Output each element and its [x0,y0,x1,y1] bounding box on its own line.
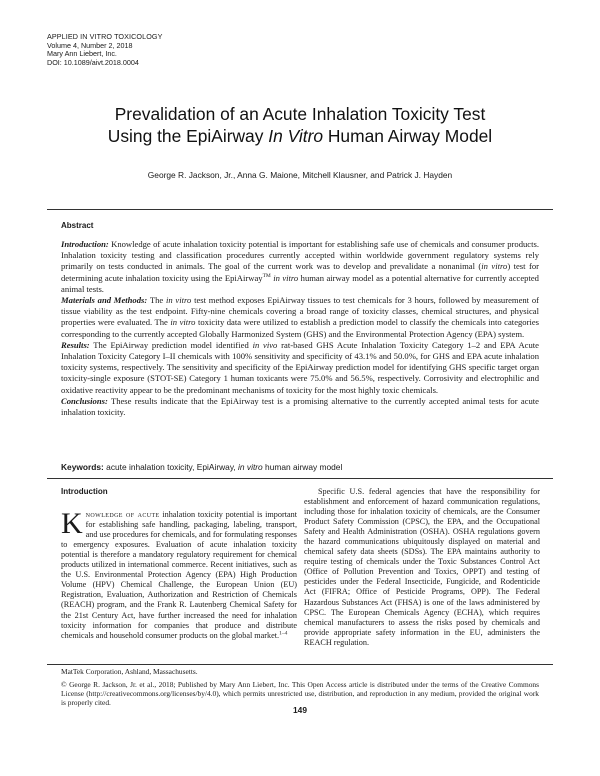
citation-sup: 1–4 [279,629,288,636]
abstract-conclusions-text: These results indicate that the EpiAirway test is a promising alternative to the currently accepted animal tests for acute inhalation toxicity. [61,395,539,418]
right-paragraph: Specific U.S. federal agencies that have the responsibility for establishment and enforcement of hazard communication regulations, including those for inhalation toxicity of chemicals, are the Consumer Product Safety Commission (CPSC), the EPA, and the Occupational Safety and Health Administration (OSHA). OSHA regulations govern the hazard communications ubiquitously displayed on material and chemical safety data sheets (SDSs). The EPA maintains authority to require testing of chemicals under the Toxic Substances Control Act (Office of Pollution Prevention and Toxics, OPPT) and testing of pesticides under the Federal Insecticide, Fungicide, and Rodenticide Act (FIFRA; Office of Pesticide Programs, OPP). The Federal Hazardous Substances Act (FHSA) is one of the laws administered by CPSC. The European Chemicals Agency (ECHA), which requires chemical manufacturers to assess the risks posed by chemicals and provide appropriate safety information in the EU, administers the REACH regulation. [304,487,540,647]
abstract-results [61,340,539,396]
abstract-conclusions-label: Conclusions: [61,395,108,406]
page-number: 149 [293,705,307,715]
abstract-results-label: Results: [61,339,90,350]
abstract-body [61,239,539,418]
keywords-italic: in vitro [238,462,263,472]
journal-volume: Volume 4, Number 2, 2018 [47,40,133,50]
title-line-2-italic: In Vitro [268,126,324,146]
abstract-methods-text-2: test method exposes EpiAirway tissues to test chemicals for 3 hours, followed by measurement of tissue viability as the test endpoint. Fifty-nine chemicals covering a broad range of toxicity classes, chemical structures, and physical properties were evaluated. The [61,295,539,328]
keywords-text-1: acute inhalation toxicity, EpiAirway, [103,462,239,472]
journal-header [47,33,162,67]
keywords-text-2: human airway model [262,462,343,472]
footnote-divider [47,664,553,665]
abstract-intro-label: Introduction: [61,239,109,249]
abstract-results-text-1: The EpiAirway prediction model identified [89,339,253,350]
title-line-2-start: Using the EpiAirway [107,126,269,146]
title-line-2 [60,125,540,147]
abstract-methods-label: Materials and Methods: [61,295,148,306]
drop-cap: K [61,507,83,541]
abstract-methods [61,295,539,340]
author-list: George R. Jackson, Jr., Anna G. Maione, Mitchell Klausner, and Patrick J. Hayden [147,170,453,180]
footnote-license: © George R. Jackson, Jr. et al., 2018; Published by Mary Ann Liebert, Inc. This Open Access article is distributed under the terms of the Creative Commons License (http://creativecommons.org/licenses/by/4.0), which permits unrestricted use, distribution, and reproduction in any medium, provided the original work is properly cited. [61,680,539,708]
keywords [61,462,539,472]
title-line-1: Prevalidation of an Acute Inhalation Toxicity Test [114,104,486,124]
title-line-2-end: Human Airway Model [323,126,493,146]
abstract-intro-italic-2: in vitro [270,272,299,283]
abstract-heading: Abstract [61,221,94,230]
abstract-methods-italic-2: in vitro [170,317,196,328]
abstract-results-text-2: rat-based GHS Acute Inhalation Toxicity Category 1–2 and EPA Acute Inhalation Toxicity Category I–II chemicals with 100% sensitivity and specificity of 43.1% and 50.0%, for GHS and EPA acute inhalation toxicity systems, respectively. The sensitivity and specificity of the EpiAirway prediction model for identifying GHS specific target organ toxicity-single exposure (STOT-SE) Category 1 human toxicants were 75.0% and 56.5%, respectively. Corrosivity and electrophilic and oxidative reactivity appear to be the predominant mechanisms of toxicity for the most highly toxic chemicals. [61,339,539,395]
journal-name: APPLIED IN VITRO TOXICOLOGY [47,32,163,41]
keywords-label: Keywords: [61,462,104,472]
intro-paragraph-text: inhalation toxicity potential is important for establishing safe handling, packaging, labeling, transport, and use procedures for chemicals, and for formulating responses to emergency exposures. Evaluation of acute inhalation toxicity potential is therefore a mandatory regulatory requirement for chemical products utilized in international commerce. Recent initiatives, such as the U.S. Environmental Protection Agency (EPA) High Production Volume (HPV) Chemical Challenge, the European Union (EU) Registration, Evaluation, Authorization and Restriction of Chemicals (REACH) program, and the Frank R. Lautenberg Chemical Safety for the 21st Century Act, have further increased the need for inhalation toxicity information for companies that produce and distribute chemicals and household consumer products on the global market. [61,510,297,640]
intro-small-caps: nowledge of acute [85,510,160,520]
abstract-introduction [61,239,539,295]
top-divider [47,209,553,210]
article-title [60,103,540,147]
abstract-intro-text-2: ) test for determining acute inhalation toxicity using the EpiAirway [61,261,539,283]
abstract-results-italic: in vivo [252,339,278,350]
journal-publisher: Mary Ann Liebert, Inc. [47,49,117,59]
trademark-sup: TM [262,272,271,279]
abstract-intro-text-1: Knowledge of acute inhalation toxicity potential is important for establishing safe use of chemicals and consumer products. Inhalation toxicity testing and classification procedures currently accepted within worldwide government regulatory systems rely primarily on tests conducted in animals. The goal of the current work was to develop and prevalidate a nonanimal ( [61,239,539,272]
abstract-methods-italic: in vitro [165,295,192,306]
body-left-column [61,487,297,641]
body-right-column [304,487,540,648]
abstract-intro-text-3: human airway model as a potential alternative for currently accepted animal tests. [61,272,539,294]
introduction-heading: Introduction [61,487,108,496]
intro-paragraph [61,507,297,641]
keywords-divider [47,478,553,479]
abstract-methods-text-3: toxicity data were utilized to establish a prediction model to classify the chemicals into categories corresponding to the currently accepted Globally Harmonized System (GHS) and the Environmental Protection Agency (EPA) system. [61,317,540,339]
footnote-affiliation: MatTek Corporation, Ashland, Massachusetts. [61,667,198,676]
abstract-intro-italic: in vitro [481,261,508,272]
abstract-conclusions [61,396,539,418]
abstract-methods-text-1: The [147,295,166,306]
journal-doi: DOI: 10.1089/aivt.2018.0004 [47,57,139,67]
